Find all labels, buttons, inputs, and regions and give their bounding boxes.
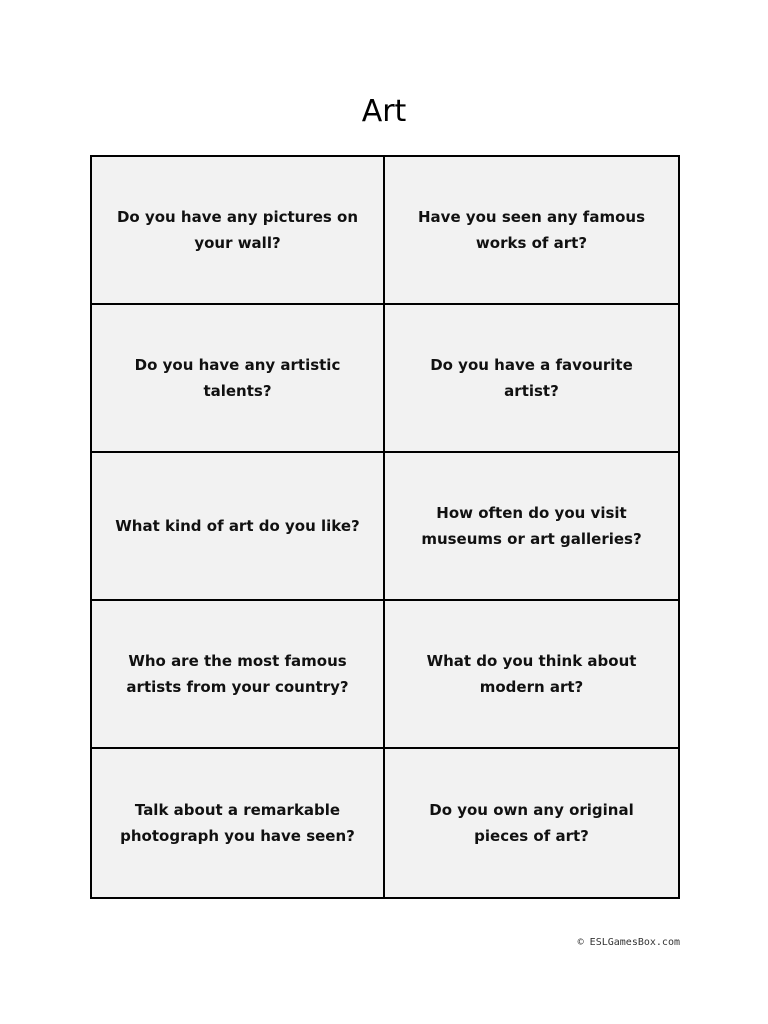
question-card: Do you have any artistic talents? (92, 305, 385, 453)
page-title: Art (361, 94, 407, 129)
card-table (90, 155, 680, 899)
question-card: Do you own any original pieces of art? (385, 749, 678, 897)
question-card: Have you seen any famous works of art? (385, 157, 678, 305)
question-card: Talk about a remarkable photograph you have seen? (92, 749, 385, 897)
question-card: How often do you visit museums or art galleries? (385, 453, 678, 601)
question-card: Who are the most famous artists from your country? (92, 601, 385, 749)
question-card: Do you have any pictures on your wall? (92, 157, 385, 305)
question-card: What do you think about modern art? (385, 601, 678, 749)
copyright-footer: © ESLGamesBox.com (577, 937, 680, 948)
question-card: Do you have a favourite artist? (385, 305, 678, 453)
question-card: What kind of art do you like? (92, 453, 385, 601)
